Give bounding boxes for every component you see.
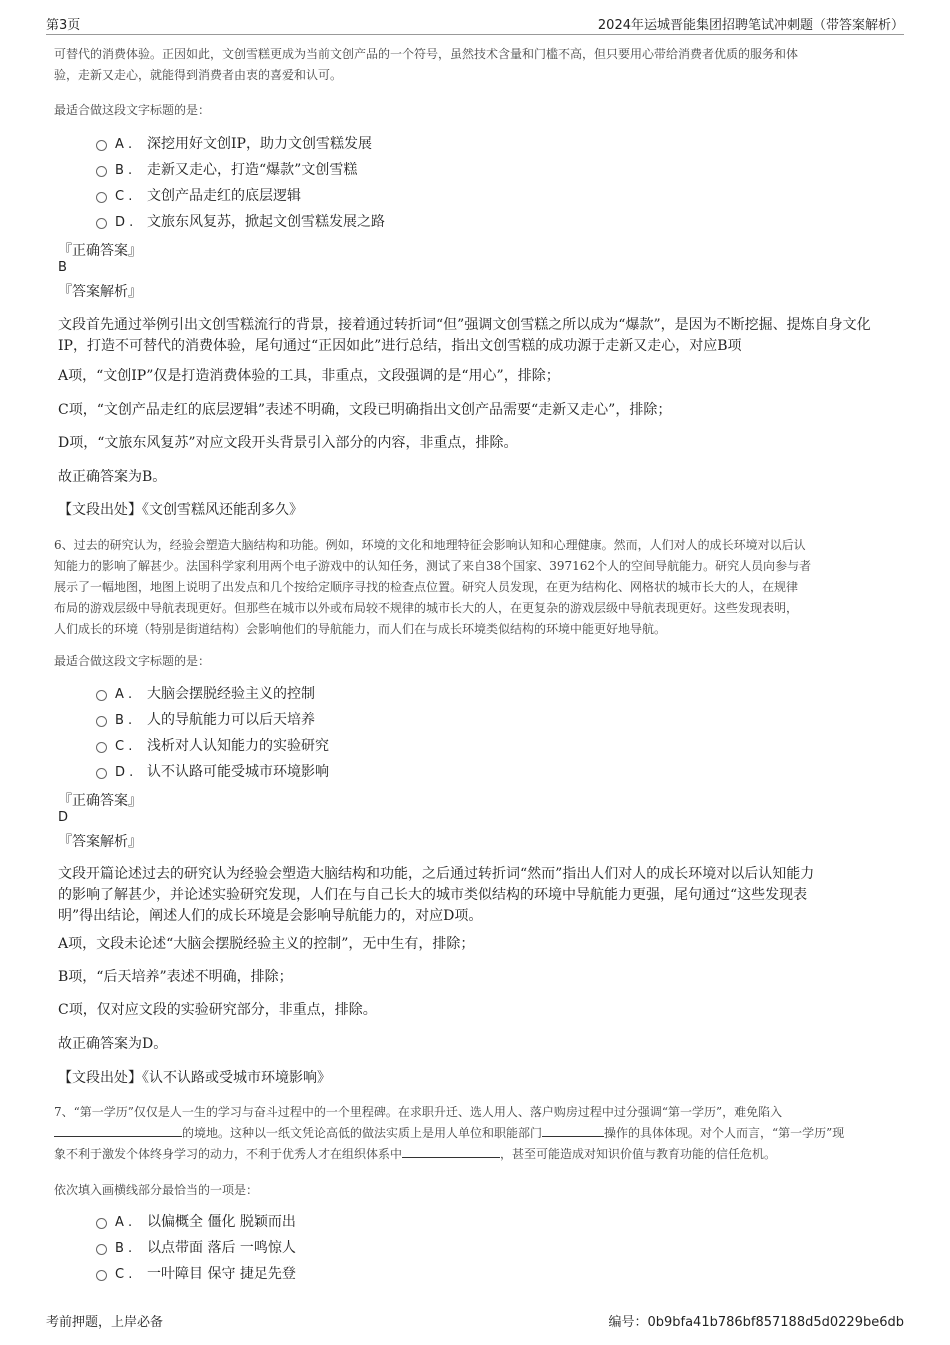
q6-analysis-c: C项，仅对应文段的实验研究部分，非重点，排除。 [58,1002,377,1018]
passage-line: 人们成长的环境（特别是街道结构）会影响他们的导航能力，而人们在与成长环境类似结构的环境中能更好地导航。 [54,622,667,636]
document-id: 编号：0b9bfa41b786bf857188d5d0229be6db [608,1315,904,1330]
q6-prompt: 最适合做这段文字标题的是： [54,654,211,668]
passage-line: 6、过去的研究认为，经验会塑造大脑结构和功能。例如，环境的文化和地理特征会影响认知和心理健康。然而，人们对人的成长环境对以后认 [54,538,806,552]
q7-option-a[interactable]: A . 以偏概全 僵化 脱颖而出 [96,1212,296,1232]
fill-blank [542,1124,604,1137]
fill-blank [402,1145,500,1158]
q6-option-d[interactable]: D . 认不认路可能受城市环境影响 [96,762,329,782]
q6-answer-label: 『正确答案』 [58,793,142,809]
radio-icon[interactable] [96,1218,107,1229]
radio-icon[interactable] [96,690,107,701]
q6-conclusion: 故正确答案为D。 [58,1036,168,1052]
footer-slogan: 考前押题，上岸必备 [46,1315,164,1330]
radio-icon[interactable] [96,218,107,229]
radio-icon[interactable] [96,1244,107,1255]
q6-option-c[interactable]: C . 浅析对人认知能力的实验研究 [96,736,329,756]
page-number: 第3页 [46,18,81,33]
passage-line: 验，走新又走心，就能得到消费者由衷的喜爱和认可。 [54,68,343,82]
passage-line: 象不利于激发个体终身学习的动力，不利于优秀人才在组织体系中 ，甚至可能造成对知识价值与教育功能的信任危机。 [54,1147,777,1161]
q7-option-c[interactable]: C . 一叶障目 保守 捷足先登 [96,1264,296,1284]
q5-answer: B [58,260,67,275]
passage-line: 的境地。这种以一纸文凭论高低的做法实质上是用人单位和职能部门 操作的具体体现。对个人而言，“第一学历”现 [54,1123,894,1144]
document-title: 2024年运城晋能集团招聘笔试冲刺题（带答案解析） [597,18,904,33]
passage-line: 布局的游戏层级中导航表现更好。但那些在城市以外或布局较不规律的城市长大的人，在更复杂的游戏层级中导航表现更好。这些发现表明， [54,601,799,615]
q5-option-b[interactable]: B . 走新又走心，打造“爆款”文创雪糕 [96,160,357,180]
q5-passage [54,44,894,86]
q5-option-c[interactable]: C . 文创产品走红的底层逻辑 [96,186,301,206]
q5-analysis-d: D项，“文旅东风复苏”对应文段开头背景引入部分的内容，非重点，排除。 [58,435,518,451]
radio-icon[interactable] [96,166,107,177]
passage-line: 7、“第一学历”仅仅是人一生的学习与奋斗过程中的一个里程碑。在求职升迁、选人用人、落户购房过程中过分强调“第一学历”，难免陷入 [54,1105,783,1119]
q7-option-b[interactable]: B . 以点带面 落后 一鸣惊人 [96,1238,296,1258]
q5-analysis-a: A项，“文创IP”仅是打造消费体验的工具，非重点，文段强调的是“用心”，排除； [58,368,560,384]
q7-prompt: 依次填入画横线部分最恰当的一项是： [54,1183,259,1197]
q5-answer-label: 『正确答案』 [58,243,142,259]
q5-conclusion: 故正确答案为B。 [58,469,167,485]
q5-source: 【文段出处】《文创雪糕风还能刮多久》 [58,502,303,518]
page-header [46,12,904,35]
q6-option-b[interactable]: B . 人的导航能力可以后天培养 [96,710,315,730]
q5-analysis-main: 文段首先通过举例引出文创雪糕流行的背景，接着通过转折词“但”强调文创雪糕之所以成为“爆款”，是因为不断挖掘、提炼自身文化IP，打造不可替代的消费体验，尾句通过“正因如此”进行总结，指出文创雪糕的成功源于走新又走心，对应B项 [58,317,871,354]
passage-line: 知能力的影响了解甚少。法国科学家利用两个电子游戏中的认知任务，测试了来自38个国家、397162个人的空间导航能力。研究人员向参与者 [54,559,812,573]
q6-analysis-main: 文段开篇论述过去的研究认为经验会塑造大脑结构和功能，之后通过转折词“然而”指出人们对人的成长环境对以后认知能力 的影响了解甚少，并论述实验研究发现，人们在与自己长大的城市类似结构的环境中导航能力更强，尾句通过“这些发现表 明”得出结论，阐述人们的成长环境是会影响导航能力的，对应D项。 [58,866,815,924]
passage-line: 可替代的消费体验。正因如此，文创雪糕更成为当前文创产品的一个符号，虽然技术含量和门槛不高，但只要用心带给消费者优质的服务和体 [54,47,799,61]
q6-analysis-label: 『答案解析』 [58,834,142,850]
fill-blank [54,1124,182,1137]
q6-passage [54,535,894,640]
radio-icon[interactable] [96,768,107,779]
q5-prompt: 最适合做这段文字标题的是： [54,103,211,117]
q5-analysis-c: C项，“文创产品走红的底层逻辑”表述不明确，文段已明确指出文创产品需要“走新又走心”，排除； [58,402,672,418]
q6-option-a[interactable]: A . 大脑会摆脱经验主义的控制 [96,684,315,704]
radio-icon[interactable] [96,140,107,151]
radio-icon[interactable] [96,716,107,727]
q6-answer: D [58,810,69,825]
q5-option-a[interactable]: A . 深挖用好文创IP，助力文创雪糕发展 [96,134,372,154]
passage-line: 展示了一幅地图，地图上说明了出发点和几个按给定顺序寻找的检查点位置。研究人员发现，在更为结构化、网格状的城市长大的人，在规律 [54,580,799,594]
radio-icon[interactable] [96,1270,107,1281]
radio-icon[interactable] [96,742,107,753]
q5-option-d[interactable]: D . 文旅东风复苏，掀起文创雪糕发展之路 [96,212,385,232]
q6-analysis-a: A项，文段未论述“大脑会摆脱经验主义的控制”，无中生有，排除； [58,936,475,952]
q6-analysis-b: B项，“后天培养”表述不明确，排除； [58,969,293,985]
q5-analysis-label: 『答案解析』 [58,284,142,300]
q7-passage [54,1102,894,1165]
radio-icon[interactable] [96,192,107,203]
q6-source: 【文段出处】《认不认路或受城市环境影响》 [58,1070,331,1086]
